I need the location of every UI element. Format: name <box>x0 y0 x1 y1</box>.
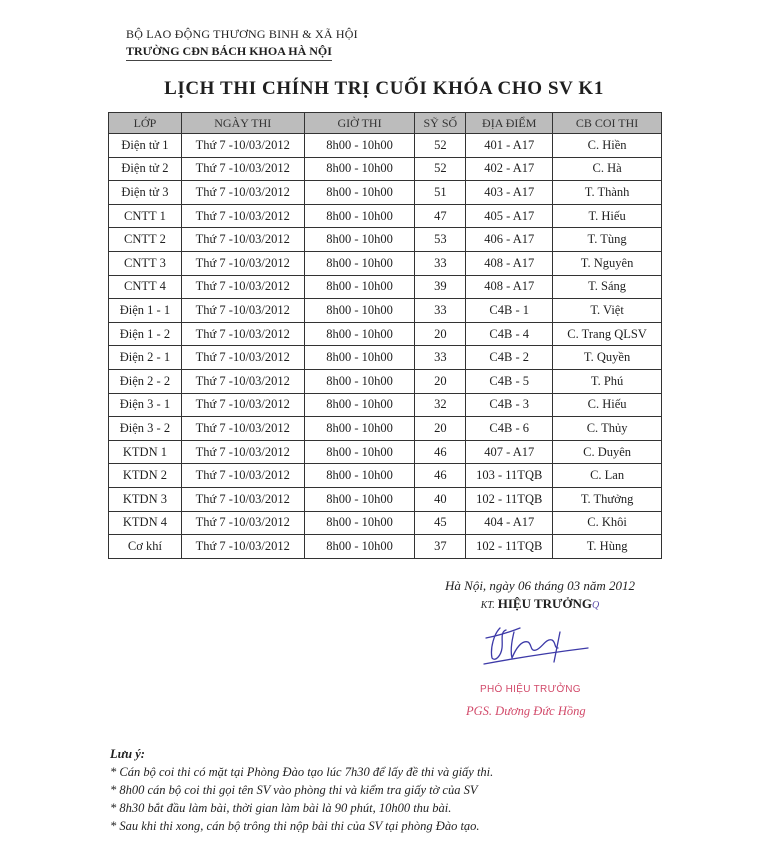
table-row <box>109 204 662 228</box>
cell-proctor: C. Thủy <box>553 417 662 441</box>
cell-exam-date: Thứ 7 -10/03/2012 <box>181 157 304 181</box>
cell-exam-time: 8h00 - 10h00 <box>304 134 415 158</box>
cell-class: KTDN 3 <box>109 487 182 511</box>
table-row <box>109 393 662 417</box>
cell-proctor: T. Hùng <box>553 535 662 559</box>
cell-location: 401 - A17 <box>466 134 553 158</box>
cell-class: Cơ khí <box>109 535 182 559</box>
cell-exam-time: 8h00 - 10h00 <box>304 346 415 370</box>
document-header <box>126 26 358 61</box>
cell-student-count: 46 <box>415 464 466 488</box>
cell-student-count: 51 <box>415 181 466 205</box>
cell-student-count: 46 <box>415 440 466 464</box>
cell-proctor: T. Phú <box>553 369 662 393</box>
note-item: * 8h00 cán bộ coi thi gọi tên SV vào phòng thi và kiểm tra giấy tờ của SV <box>110 783 478 797</box>
cell-student-count: 45 <box>415 511 466 535</box>
cell-exam-time: 8h00 - 10h00 <box>304 251 415 275</box>
cell-exam-time: 8h00 - 10h00 <box>304 440 415 464</box>
cell-exam-time: 8h00 - 10h00 <box>304 464 415 488</box>
cell-class: KTDN 1 <box>109 440 182 464</box>
exam-schedule-table <box>108 112 662 559</box>
cell-exam-date: Thứ 7 -10/03/2012 <box>181 299 304 323</box>
table-row <box>109 535 662 559</box>
table-row <box>109 299 662 323</box>
cell-student-count: 52 <box>415 157 466 181</box>
cell-proctor: T. Hiếu <box>553 204 662 228</box>
note-item: * 8h30 bắt đầu làm bài, thời gian làm bài là 90 phút, 10h00 thu bài. <box>110 801 452 815</box>
cell-class: CNTT 3 <box>109 251 182 275</box>
cell-location: 408 - A17 <box>466 275 553 299</box>
cell-exam-time: 8h00 - 10h00 <box>304 535 415 559</box>
cell-student-count: 40 <box>415 487 466 511</box>
cell-class: Điện tử 1 <box>109 134 182 158</box>
cell-exam-date: Thứ 7 -10/03/2012 <box>181 440 304 464</box>
cell-exam-date: Thứ 7 -10/03/2012 <box>181 464 304 488</box>
cell-proctor: T. Việt <box>553 299 662 323</box>
cell-exam-date: Thứ 7 -10/03/2012 <box>181 134 304 158</box>
cell-proctor: C. Hiếu <box>553 393 662 417</box>
cell-class: Điện 3 - 1 <box>109 393 182 417</box>
column-header-class: LỚP <box>109 113 182 134</box>
cell-student-count: 52 <box>415 134 466 158</box>
cell-exam-date: Thứ 7 -10/03/2012 <box>181 228 304 252</box>
cell-student-count: 53 <box>415 228 466 252</box>
column-header-exam-date: NGÀY THI <box>181 113 304 134</box>
signature-block <box>410 578 670 612</box>
note-item: * Sau khi thi xong, cán bộ trông thi nộp bài thi của SV tại phòng Đào tạo. <box>110 819 480 833</box>
cell-proctor: T. Tùng <box>553 228 662 252</box>
cell-exam-date: Thứ 7 -10/03/2012 <box>181 393 304 417</box>
cell-exam-time: 8h00 - 10h00 <box>304 275 415 299</box>
cell-class: Điện 1 - 1 <box>109 299 182 323</box>
cell-location: C4B - 5 <box>466 369 553 393</box>
cell-exam-date: Thứ 7 -10/03/2012 <box>181 417 304 441</box>
table-row <box>109 511 662 535</box>
cell-proctor: T. Thưởng <box>553 487 662 511</box>
cell-exam-time: 8h00 - 10h00 <box>304 299 415 323</box>
cell-student-count: 37 <box>415 535 466 559</box>
school-name: TRƯỜNG CĐN BÁCH KHOA HÀ NỘI <box>126 43 332 61</box>
cell-exam-date: Thứ 7 -10/03/2012 <box>181 251 304 275</box>
table-row <box>109 134 662 158</box>
table-row <box>109 487 662 511</box>
cell-proctor: C. Khôi <box>553 511 662 535</box>
table-row <box>109 369 662 393</box>
cell-exam-date: Thứ 7 -10/03/2012 <box>181 204 304 228</box>
table-row <box>109 440 662 464</box>
cell-proctor: T. Thành <box>553 181 662 205</box>
cell-location: 102 - 11TQB <box>466 487 553 511</box>
cell-class: Điện 2 - 1 <box>109 346 182 370</box>
table-row <box>109 322 662 346</box>
cell-student-count: 33 <box>415 299 466 323</box>
rector-title: HIỆU TRƯỞNG <box>497 596 593 611</box>
table-body <box>109 134 662 559</box>
cell-location: 407 - A17 <box>466 440 553 464</box>
cell-student-count: 20 <box>415 322 466 346</box>
cell-location: C4B - 3 <box>466 393 553 417</box>
cell-exam-time: 8h00 - 10h00 <box>304 417 415 441</box>
cell-location: 405 - A17 <box>466 204 553 228</box>
notes-title: Lưu ý: <box>110 747 145 761</box>
cell-location: 406 - A17 <box>466 228 553 252</box>
cell-exam-time: 8h00 - 10h00 <box>304 369 415 393</box>
signer-line <box>410 596 670 612</box>
place-date: Hà Nội, ngày 06 tháng 03 năm 2012 <box>445 578 635 593</box>
cell-location: 102 - 11TQB <box>466 535 553 559</box>
cell-class: Điện tử 2 <box>109 157 182 181</box>
cell-class: KTDN 2 <box>109 464 182 488</box>
cell-exam-date: Thứ 7 -10/03/2012 <box>181 369 304 393</box>
vice-rector-name: PGS. Dương Đức Hồng <box>466 704 586 718</box>
cell-exam-time: 8h00 - 10h00 <box>304 204 415 228</box>
cell-location: 402 - A17 <box>466 157 553 181</box>
kt-label: KT. <box>480 600 495 611</box>
cell-exam-time: 8h00 - 10h00 <box>304 322 415 346</box>
cell-location: 404 - A17 <box>466 511 553 535</box>
cell-student-count: 20 <box>415 369 466 393</box>
cell-exam-time: 8h00 - 10h00 <box>304 487 415 511</box>
cell-location: 408 - A17 <box>466 251 553 275</box>
cell-exam-date: Thứ 7 -10/03/2012 <box>181 322 304 346</box>
cell-proctor: C. Lan <box>553 464 662 488</box>
cell-student-count: 20 <box>415 417 466 441</box>
cell-class: Điện 1 - 2 <box>109 322 182 346</box>
cell-proctor: C. Hiền <box>553 134 662 158</box>
cell-exam-date: Thứ 7 -10/03/2012 <box>181 487 304 511</box>
table-row <box>109 417 662 441</box>
cell-location: C4B - 6 <box>466 417 553 441</box>
ministry-name: BỘ LAO ĐỘNG THƯƠNG BINH & XÃ HỘI <box>126 27 358 41</box>
table-row <box>109 275 662 299</box>
handwritten-signature <box>476 618 596 672</box>
cell-student-count: 32 <box>415 393 466 417</box>
cell-student-count: 33 <box>415 346 466 370</box>
cell-exam-date: Thứ 7 -10/03/2012 <box>181 275 304 299</box>
table-row <box>109 251 662 275</box>
cell-class: KTDN 4 <box>109 511 182 535</box>
cell-student-count: 47 <box>415 204 466 228</box>
column-header-exam-time: GIỜ THI <box>304 113 415 134</box>
table-row <box>109 228 662 252</box>
vice-rector-title: PHÓ HIỆU TRƯỞNG <box>480 684 581 695</box>
table-row <box>109 181 662 205</box>
table-header-row <box>109 113 662 134</box>
cell-class: CNTT 1 <box>109 204 182 228</box>
cell-proctor: C. Duyên <box>553 440 662 464</box>
notes-section <box>110 745 493 835</box>
cell-proctor: T. Nguyên <box>553 251 662 275</box>
cell-student-count: 39 <box>415 275 466 299</box>
cell-exam-time: 8h00 - 10h00 <box>304 393 415 417</box>
cell-exam-time: 8h00 - 10h00 <box>304 181 415 205</box>
cell-location: C4B - 2 <box>466 346 553 370</box>
cell-exam-time: 8h00 - 10h00 <box>304 157 415 181</box>
cell-class: Điện tử 3 <box>109 181 182 205</box>
cell-class: CNTT 2 <box>109 228 182 252</box>
cell-proctor: T. Quyền <box>553 346 662 370</box>
cell-student-count: 33 <box>415 251 466 275</box>
cell-exam-date: Thứ 7 -10/03/2012 <box>181 535 304 559</box>
column-header-student-count: SỸ SỐ <box>415 113 466 134</box>
cell-proctor: C. Trang QLSV <box>553 322 662 346</box>
column-header-location: ĐỊA ĐIỂM <box>466 113 553 134</box>
cell-location: 103 - 11TQB <box>466 464 553 488</box>
page-title: LỊCH THI CHÍNH TRỊ CUỐI KHÓA CHO SV K1 <box>164 78 604 99</box>
cell-class: Điện 3 - 2 <box>109 417 182 441</box>
handwritten-initial: Q <box>592 600 600 611</box>
cell-exam-time: 8h00 - 10h00 <box>304 228 415 252</box>
note-item: * Cán bộ coi thi có mặt tại Phòng Đào tạo lúc 7h30 để lấy đề thi và giấy thi. <box>110 765 494 779</box>
cell-exam-date: Thứ 7 -10/03/2012 <box>181 511 304 535</box>
column-header-proctor: CB COI THI <box>553 113 662 134</box>
cell-proctor: C. Hà <box>553 157 662 181</box>
table-row <box>109 464 662 488</box>
cell-exam-time: 8h00 - 10h00 <box>304 511 415 535</box>
table-row <box>109 157 662 181</box>
table-row <box>109 346 662 370</box>
cell-proctor: T. Sáng <box>553 275 662 299</box>
cell-location: 403 - A17 <box>466 181 553 205</box>
cell-exam-date: Thứ 7 -10/03/2012 <box>181 346 304 370</box>
cell-location: C4B - 1 <box>466 299 553 323</box>
cell-exam-date: Thứ 7 -10/03/2012 <box>181 181 304 205</box>
cell-class: CNTT 4 <box>109 275 182 299</box>
cell-location: C4B - 4 <box>466 322 553 346</box>
cell-class: Điện 2 - 2 <box>109 369 182 393</box>
